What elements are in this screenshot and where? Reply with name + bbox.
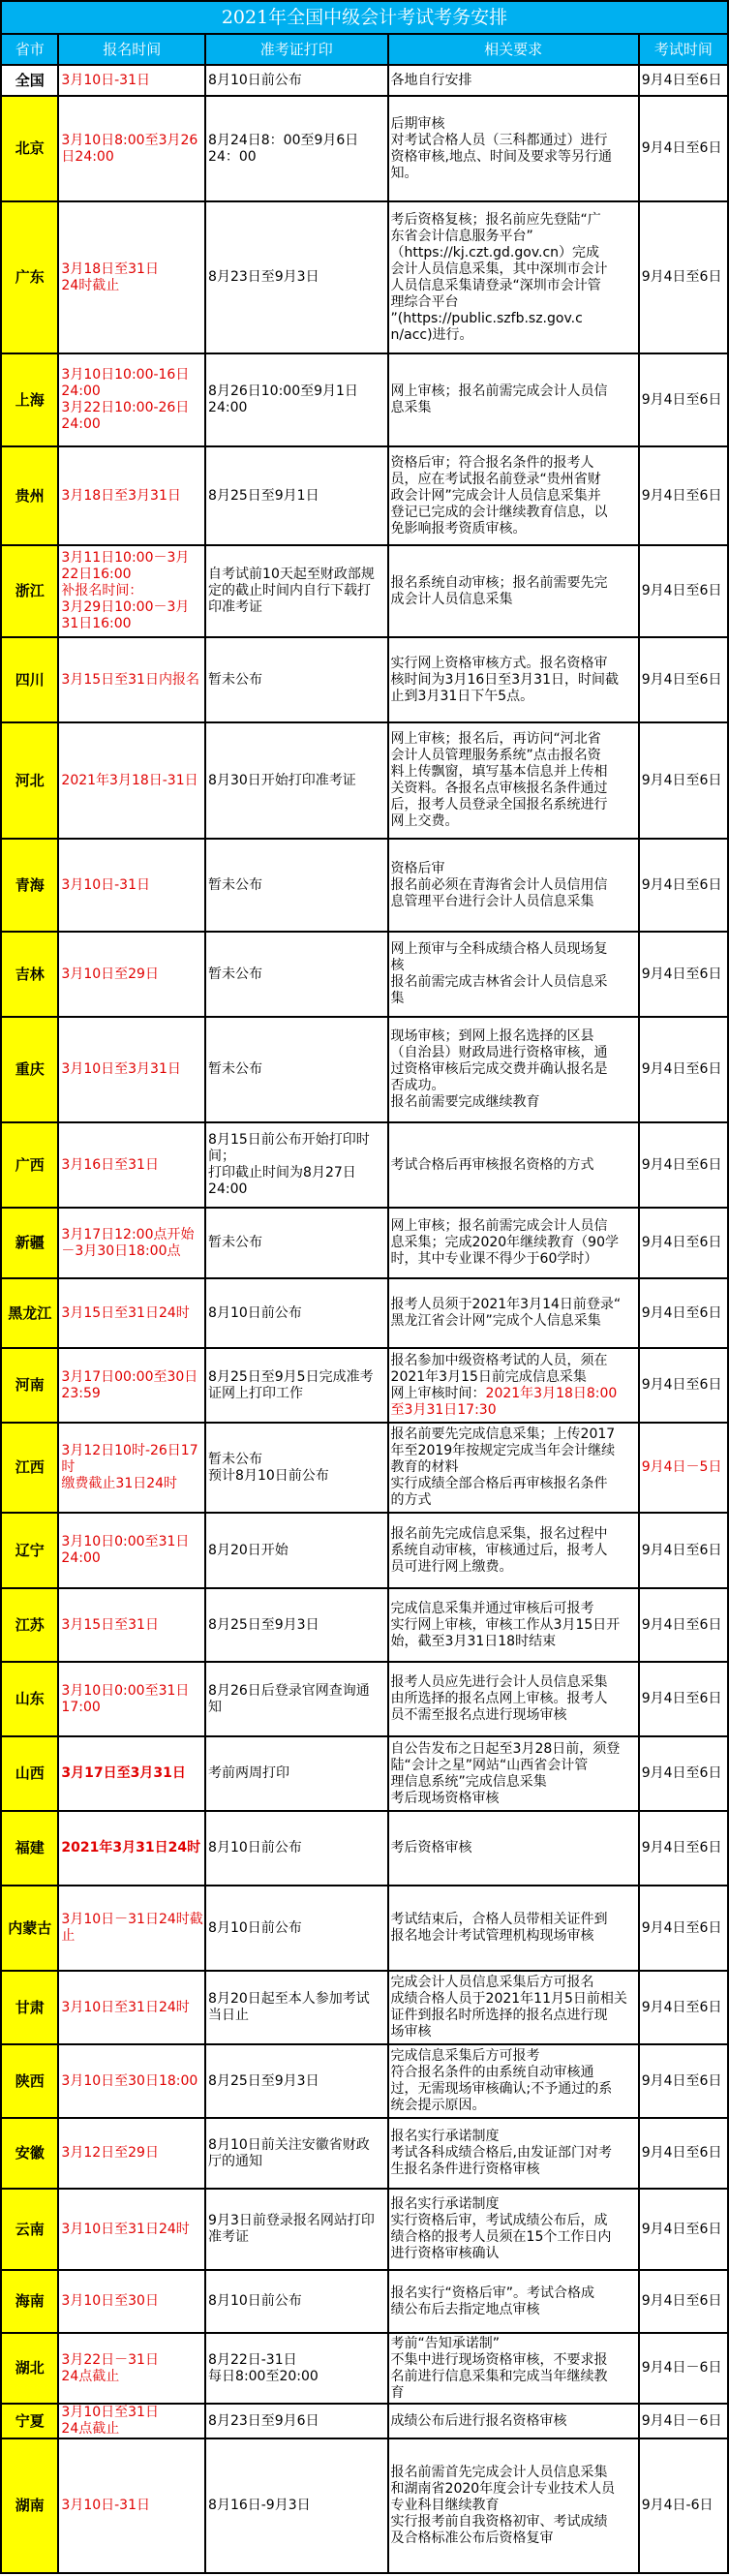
exam-time-cell: 9月4日至6日 (639, 932, 728, 1017)
requirements-cell (388, 545, 639, 637)
exam-time-cell: 9月4日至6日 (639, 545, 728, 637)
registration-time-cell: 3月17日至3月31日 (58, 1736, 205, 1811)
requirements-cell (388, 2189, 639, 2270)
ticket-print-cell: 8月24日8：00至9月6日 24：00 (205, 96, 388, 201)
ticket-print-cell: 9月3日前登录报名网站打印 准考证 (205, 2189, 388, 2270)
requirements-cell (388, 1122, 639, 1208)
registration-time-cell: 2021年3月18日-31日 (58, 722, 205, 839)
requirements-cell (388, 353, 639, 446)
table-row (1, 2438, 728, 2573)
ticket-print-cell: 8月26日后登录官网查询通 知 (205, 1662, 388, 1736)
requirement-text: 网上审核；报名前需完成会计人员信 息采集 (390, 383, 608, 415)
requirements-cell (388, 1588, 639, 1662)
registration-time-cell: 3月10日8:00至3月26 日24:00 (58, 96, 205, 201)
province-cell: 上海 (1, 353, 58, 446)
requirements-cell (388, 1662, 639, 1736)
table-row (1, 1017, 728, 1122)
exam-time-cell: 9月4日至6日 (639, 1513, 728, 1588)
province-cell: 河北 (1, 722, 58, 839)
exam-time-cell: 9月4日至6日 (639, 65, 728, 96)
province-cell: 青海 (1, 839, 58, 932)
ticket-print-cell: 8月20日开始 (205, 1513, 388, 1588)
exam-time-cell: 9月4日至6日 (639, 1017, 728, 1122)
requirement-text: 报名参加中级资格考试的人员，须在 2021年3月15日前完成信息采集 网上审核时间： (390, 1352, 608, 1401)
requirements-cell (388, 1017, 639, 1122)
exam-time-cell: 9月4日至6日 (639, 1122, 728, 1208)
requirement-text: 报名前要先完成信息采集；上传2017 年至2019年按规定完成当年会计继续 教育的材料 实行成绩全部合格后再审核报名条件 的方式 (390, 1426, 616, 1508)
requirements-cell (388, 2044, 639, 2118)
exam-time-cell: 9月4日至6日 (639, 2044, 728, 2118)
table-row (1, 201, 728, 353)
registration-time-cell: 3月18日至31日 24时截止 (58, 201, 205, 353)
province-cell: 陕西 (1, 2044, 58, 2118)
requirements-cell (388, 65, 639, 96)
registration-time-cell: 3月10日-31日 (58, 839, 205, 932)
exam-time-cell: 9月4日至6日 (639, 1736, 728, 1811)
requirements-cell (388, 96, 639, 201)
table-row (1, 1208, 728, 1278)
registration-time-cell: 3月22日－31日 24点截止 (58, 2333, 205, 2404)
ticket-print-cell: 暂未公布 (205, 932, 388, 1017)
exam-time-cell: 9月4日至6日 (639, 2189, 728, 2270)
requirements-cell (388, 1513, 639, 1588)
requirement-text: 考后资格复核；报名前应先登陆“广 东省会计信息服务平台” （https://kj.czt.gd.gov.cn）完成 会计人员信息采集，其中深圳市会计 人员信息采集请登录“深圳市会计管 理综合平台 ”(https://public.szfb.sz.gov.c n/acc)进行。 (390, 211, 608, 343)
table-row (1, 545, 728, 637)
table-row (1, 1971, 728, 2044)
table-row (1, 839, 728, 932)
table-row (1, 446, 728, 545)
registration-time-cell: 3月10日-31日 (58, 65, 205, 96)
registration-time-cell: 3月10日至31日24时 (58, 2189, 205, 2270)
exam-time-cell: 9月4日至6日 (639, 1886, 728, 1971)
ticket-print-cell: 暂未公布 (205, 637, 388, 722)
province-cell: 黑龙江 (1, 1278, 58, 1348)
registration-time-cell: 2021年3月31日24时 (58, 1811, 205, 1886)
exam-time-cell: 9月4日至6日 (639, 1208, 728, 1278)
table-row (1, 932, 728, 1017)
exam-time-cell: 9月4日至6日 (639, 637, 728, 722)
ticket-print-cell: 暂未公布 (205, 1208, 388, 1278)
requirements-cell (388, 1348, 639, 1423)
province-cell: 内蒙古 (1, 1886, 58, 1971)
table-row (1, 722, 728, 839)
requirement-text: 后期审核 对考试合格人员（三科都通过）进行 资格审核,地点、时间及要求等另行通 知。 (390, 115, 612, 181)
requirement-text: 完成信息采集并通过审核后可报考 实行网上审核，审核工作从3月15日开 始，截至3月31日18时结束 (390, 1600, 621, 1649)
registration-time-cell: 3月10日0:00至31日 24:00 (58, 1513, 205, 1588)
ticket-print-cell: 8月10日前公布 (205, 1278, 388, 1348)
ticket-print-cell: 8月10日前关注安徽省财政 厅的通知 (205, 2118, 388, 2189)
province-cell: 山西 (1, 1736, 58, 1811)
requirements-cell (388, 637, 639, 722)
ticket-print-cell: 8月25日至9月1日 (205, 446, 388, 545)
requirements-cell (388, 1423, 639, 1513)
province-cell: 宁夏 (1, 2404, 58, 2438)
province-cell: 湖北 (1, 2333, 58, 2404)
exam-time-cell: 9月4日至6日 (639, 722, 728, 839)
province-cell: 江苏 (1, 1588, 58, 1662)
requirement-text: 考前“告知承诺制” 不集中进行现场资格审核，不要求报 名前进行信息采集和完成当年继续教 育 (390, 2335, 608, 2401)
ticket-print-cell: 8月10日前公布 (205, 1886, 388, 1971)
table-row (1, 2270, 728, 2333)
exam-time-cell: 9月4日至6日 (639, 201, 728, 353)
province-cell: 河南 (1, 1348, 58, 1423)
exam-time-cell: 9月4日至6日 (639, 96, 728, 201)
requirements-cell (388, 1811, 639, 1886)
requirement-text: 报名实行承诺制度 考试各科成绩合格后,由发证部门对考 生报名条件进行资格审核 (390, 2129, 612, 2177)
requirement-text: 完成信息采集后方可报考 符合报名条件的由系统自动审核通 过，无需现场审核确认;不予通过的系 统会提示原因。 (390, 2048, 613, 2113)
ticket-print-cell: 暂未公布 (205, 1017, 388, 1122)
province-cell: 甘肃 (1, 1971, 58, 2044)
requirements-cell (388, 1278, 639, 1348)
exam-time-cell: 9月4日至6日 (639, 353, 728, 446)
exam-time-cell: 9月4日－5日 (639, 1423, 728, 1513)
registration-time-cell: 3月10日-31日 (58, 2438, 205, 2573)
province-cell: 北京 (1, 96, 58, 201)
ticket-print-cell: 8月30日开始打印准考证 (205, 722, 388, 839)
requirements-cell (388, 2270, 639, 2333)
requirement-text: 报名系统自动审核；报名前需要先完 成会计人员信息采集 (390, 574, 608, 607)
province-cell: 全国 (1, 65, 58, 96)
table-row (1, 96, 728, 201)
requirements-cell (388, 201, 639, 353)
ticket-print-cell: 自考试前10天起至财政部规 定的截止时间内自行下载打 印准考证 (205, 545, 388, 637)
table-row (1, 1588, 728, 1662)
table-row (1, 2044, 728, 2118)
table-row (1, 2118, 728, 2189)
registration-time-cell: 3月17日00:00至30日 23:59 (58, 1348, 205, 1423)
ticket-print-cell: 8月23日至9月3日 (205, 201, 388, 353)
requirements-cell (388, 2438, 639, 2573)
requirement-text: 现场审核；到网上报名选择的区县 （自治县）财政局进行资格审核，通 过资格审核后完成交费并确认报名是 否成功。 报名前需要完成继续教育 (390, 1028, 608, 1110)
ticket-print-cell: 8月25日至9月5日完成准考 证网上打印工作 (205, 1348, 388, 1423)
requirements-cell (388, 722, 639, 839)
registration-time-cell: 3月10日10:00-16日 24:00 3月22日10:00-26日 24:00 (58, 353, 205, 446)
requirement-text: 2021年3月18日8:00 至3月31日17:30 (390, 1385, 618, 1418)
registration-time-cell: 3月16日至31日 (58, 1122, 205, 1208)
requirement-text: 资格后审；符合报名条件的报考人 员，应在考试报名前登录“贵州省财 政会计网”完成会计人员信息采集并 登记已完成的会计继续教育信息，以 免影响报考资质审核。 (390, 454, 608, 537)
requirement-text: 完成会计人员信息采集后方可报名 成绩合格人员于2021年11月5日前相关 证件到报名时所选择的报名点进行现 场审核 (390, 1975, 627, 2039)
ticket-print-cell: 考前两周打印 (205, 1736, 388, 1811)
table-row (1, 1662, 728, 1736)
table-row (1, 1886, 728, 1971)
exam-time-cell: 9月4日至6日 (639, 1588, 728, 1662)
requirement-text: 自公告发布之日起至3月28日前，须登 陆“会计之星”网站“山西省会计管 理信息系统”完成信息采集 考后现场资格审核 (390, 1740, 621, 1806)
registration-time-cell: 3月10日－31日24时截 止 (58, 1886, 205, 1971)
registration-time-cell: 3月10日0:00至31日 17:00 (58, 1662, 205, 1736)
requirement-text: 报名前需首先完成会计人员信息采集 和湖南省2020年度会计专业技术人员 专业科目继续教育 实行报考前自我资格初审、考试成绩 及合格标准公布后资格复审 (390, 2465, 616, 2546)
requirement-text: 成绩公布后进行报名资格审核 (390, 2412, 567, 2429)
ticket-print-cell: 8月10日前公布 (205, 1811, 388, 1886)
requirement-text: 报名前先完成信息采集，报名过程中 系统自动审核，审核通过后，报考人 员可进行网上缴费。 (390, 1525, 608, 1575)
requirements-cell (388, 839, 639, 932)
header-registration-time: 报名时间 (58, 34, 205, 65)
exam-time-cell: 9月4日至6日 (639, 446, 728, 545)
registration-time-cell: 3月11日10:00－3月 22日16:00 补报名时间： 3月29日10:00－3月 31日16:00 (58, 545, 205, 637)
table-row (1, 353, 728, 446)
requirements-cell (388, 2404, 639, 2438)
province-cell: 云南 (1, 2189, 58, 2270)
table-row (1, 1278, 728, 1348)
registration-time-cell: 3月10日至31日 24点截止 (58, 2404, 205, 2438)
table-row (1, 65, 728, 96)
exam-time-cell: 9月4日－6日 (639, 2333, 728, 2404)
ticket-print-cell: 8月25日至9月3日 (205, 1588, 388, 1662)
table-row (1, 2404, 728, 2438)
table-row (1, 637, 728, 722)
registration-time-cell: 3月17日12:00点开始 －3月30日18:00点 (58, 1208, 205, 1278)
requirements-cell (388, 1971, 639, 2044)
ticket-print-cell: 8月23日至9月6日 (205, 2404, 388, 2438)
registration-time-cell: 3月10日至3月31日 (58, 1017, 205, 1122)
exam-time-cell: 9月4日－6日 (639, 2404, 728, 2438)
province-cell: 新疆 (1, 1208, 58, 1278)
registration-time-cell: 3月12日10时-26日17 时 缴费截止31日24时 (58, 1423, 205, 1513)
registration-time-cell: 3月12日至29日 (58, 2118, 205, 2189)
requirements-cell (388, 2118, 639, 2189)
registration-time-cell: 3月10日至30日18:00 (58, 2044, 205, 2118)
ticket-print-cell: 8月26日10:00至9月1日 24:00 (205, 353, 388, 446)
requirement-text: 网上预审与全科成绩合格人员现场复 核 报名前需完成吉林省会计人员信息采 集 (390, 941, 608, 1006)
registration-time-cell: 3月10日至31日24时 (58, 1971, 205, 2044)
requirement-text: 报名实行“资格后审”。考试合格成 绩公布后去指定地点审核 (390, 2285, 595, 2317)
requirements-cell (388, 446, 639, 545)
ticket-print-cell: 8月20日起至本人参加考试 当日止 (205, 1971, 388, 2044)
exam-time-cell: 9月4日至6日 (639, 2118, 728, 2189)
requirement-text: 网上审核；报名后，再访问“河北省 会计人员管理服务系统”点击报名资 料上传飘窗，填写基本信息并上传相 关资料。各报名点审核报名条件通过 后，报考人员登录全国报名系统进行 网上交费。 (390, 731, 608, 829)
province-cell: 辽宁 (1, 1513, 58, 1588)
table-row (1, 2189, 728, 2270)
requirements-cell (388, 2333, 639, 2404)
requirement-text: 考试结束后，合格人员带相关证件到 报名地会计考试管理机构现场审核 (390, 1912, 608, 1944)
exam-time-cell: 9月4日至6日 (639, 1811, 728, 1886)
table-row (1, 1736, 728, 1811)
requirement-text: 各地自行安排 (390, 72, 472, 88)
registration-time-cell: 3月18日至3月31日 (58, 446, 205, 545)
requirements-cell (388, 1736, 639, 1811)
exam-time-cell: 9月4日至6日 (639, 1278, 728, 1348)
header-exam-time: 考试时间 (639, 34, 728, 65)
requirement-text: 报考人员应先进行会计人员信息采集 由所选择的报名点网上审核。报考人 员不需至报名点进行现场审核 (390, 1674, 608, 1723)
province-cell: 广西 (1, 1122, 58, 1208)
ticket-print-cell: 8月25日至9月3日 (205, 2044, 388, 2118)
province-cell: 海南 (1, 2270, 58, 2333)
ticket-print-cell: 8月15日前公布开始打印时 间； 打印截止时间为8月27日 24:00 (205, 1122, 388, 1208)
province-cell: 湖南 (1, 2438, 58, 2573)
registration-time-cell: 3月15日至31日 (58, 1588, 205, 1662)
header-ticket-print: 准考证打印 (205, 34, 388, 65)
province-cell: 吉林 (1, 932, 58, 1017)
exam-time-cell: 9月4日至6日 (639, 1971, 728, 2044)
requirement-text: 网上审核；报名前需完成会计人员信 息采集；完成2020年继续教育（90学 时，其中专业课不得少于60学时） (390, 1218, 619, 1267)
exam-time-cell: 9月4日至6日 (639, 1348, 728, 1423)
table-row (1, 1811, 728, 1886)
table-row (1, 1423, 728, 1513)
ticket-print-cell: 8月10日前公布 (205, 2270, 388, 2333)
ticket-print-cell: 暂未公布 (205, 839, 388, 932)
exam-time-cell: 9月4日至6日 (639, 2270, 728, 2333)
registration-time-cell: 3月15日至31日24时 (58, 1278, 205, 1348)
registration-time-cell: 3月15日至31日内报名 (58, 637, 205, 722)
table-title: 2021年全国中级会计考试考务安排 (1, 1, 728, 34)
header-province: 省市 (1, 34, 58, 65)
requirement-text: 报考人员须于2021年3月14日前登录“ 黑龙江省会计网”完成个人信息采集 (390, 1297, 622, 1329)
province-cell: 浙江 (1, 545, 58, 637)
exam-time-cell: 9月4日-6日 (639, 2438, 728, 2573)
province-cell: 福建 (1, 1811, 58, 1886)
province-cell: 山东 (1, 1662, 58, 1736)
province-cell: 江西 (1, 1423, 58, 1513)
ticket-print-cell: 8月10日前公布 (205, 65, 388, 96)
requirement-text: 资格后审 报名前必须在青海省会计人员信用信 息管理平台进行会计人员信息采集 (390, 860, 608, 909)
province-cell: 重庆 (1, 1017, 58, 1122)
header-requirements: 相关要求 (388, 34, 639, 65)
requirement-text: 报名实行承诺制度 实行资格后审，考试成绩公布后，成 绩合格的报考人员须在15个工作日内 进行资格审核确认 (390, 2196, 612, 2261)
table-row (1, 2333, 728, 2404)
province-cell: 安徽 (1, 2118, 58, 2189)
requirement-text: 考后资格审核 (390, 1840, 472, 1855)
table-row (1, 1122, 728, 1208)
table-row (1, 1348, 728, 1423)
requirement-text: 实行网上资格审核方式。报名资格审 核时间为3月16日至3月31日，时间截 止到3月31日下午5点。 (390, 655, 619, 704)
table-row (1, 1513, 728, 1588)
registration-time-cell: 3月10日至29日 (58, 932, 205, 1017)
exam-time-cell: 9月4日至6日 (639, 839, 728, 932)
province-cell: 广东 (1, 201, 58, 353)
requirement-text: 考试合格后再审核报名资格的方式 (390, 1156, 594, 1173)
ticket-print-cell: 暂未公布 预计8月10日前公布 (205, 1423, 388, 1513)
ticket-print-cell: 8月22日-31日 每日8:00至20:00 (205, 2333, 388, 2404)
registration-time-cell: 3月10日至30日 (58, 2270, 205, 2333)
requirements-cell (388, 1886, 639, 1971)
province-cell: 贵州 (1, 446, 58, 545)
exam-time-cell: 9月4日至6日 (639, 1662, 728, 1736)
ticket-print-cell: 8月16日-9月3日 (205, 2438, 388, 2573)
province-cell: 四川 (1, 637, 58, 722)
requirements-cell (388, 932, 639, 1017)
requirements-cell (388, 1208, 639, 1278)
